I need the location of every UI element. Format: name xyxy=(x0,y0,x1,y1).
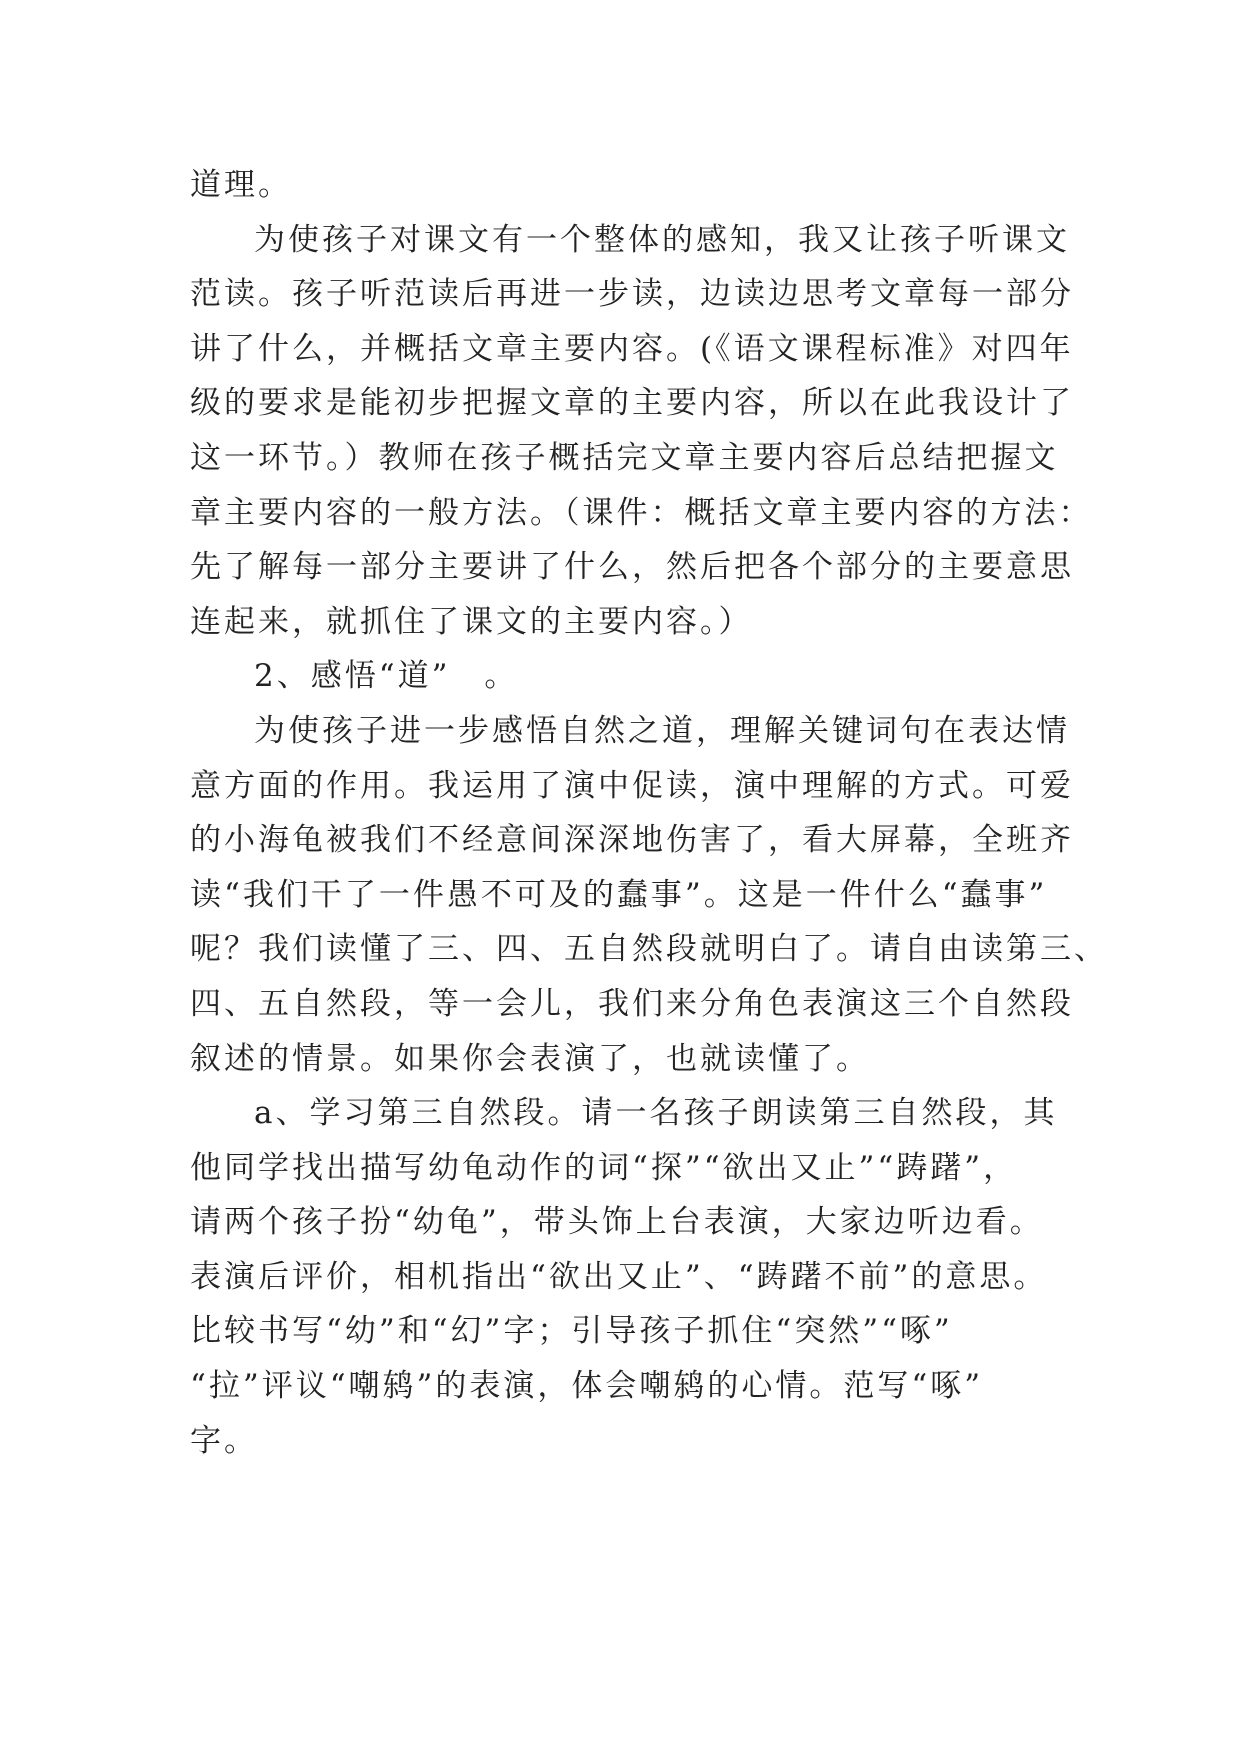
text-line: 章主要内容的一般方法。（课件：概括文章主要内容的方法： xyxy=(190,494,1093,531)
text-line: 他同学找出描写幼龟动作的词“探”“欲出又止”“踌躇”， xyxy=(190,1149,1018,1186)
text-line: 四、五自然段，等一会儿，我们来分角色表演这三个自然段 xyxy=(190,985,1074,1022)
text-line: 先了解每一部分主要讲了什么，然后把各个部分的主要意思 xyxy=(190,549,1074,586)
text-line: “拉”评议“嘲鸫”的表演，体会嘲鸫的心情。范写“啄” xyxy=(190,1368,984,1405)
text-line: 范读。孩子听范读后再进一步读，边读边思考文章每一部分 xyxy=(190,276,1074,313)
text-line: 叙述的情景。如果你会表演了，也就读懂了。 xyxy=(190,1040,870,1077)
section-heading: 2、感悟“道” 。 xyxy=(254,658,519,695)
text-line: 意方面的作用。我运用了演中促读，演中理解的方式。可爱 xyxy=(190,767,1074,804)
text-line: 呢？我们读懂了三、四、五自然段就明白了。请自由读第三、 xyxy=(190,931,1108,968)
text-line: 读“我们干了一件愚不可及的蠢事”。这是一件什么“蠢事” xyxy=(190,876,1048,913)
text-line: 道理。 xyxy=(190,167,292,203)
text-line: 这一环节。）教师在孩子概括完文章主要内容后总结把握文 xyxy=(190,439,1059,476)
document-body xyxy=(190,158,1108,1468)
text-line: 讲了什么，并概括文章主要内容。(《语文课程标准》对四年 xyxy=(190,330,1074,367)
text-line: 比较书写“幼”和“幻”字；引导孩子抓住“突然”“啄” xyxy=(190,1313,953,1350)
paragraph-start-line: 为使孩子对课文有一个整体的感知，我又让孩子听课文 xyxy=(254,221,1070,258)
text-line: 的小海龟被我们不经意间深深地伤害了，看大屏幕，全班齐 xyxy=(190,822,1074,859)
paragraph-start-line: a、学习第三自然段。请一名孩子朗读第三自然段，其 xyxy=(254,1095,1058,1132)
text-line: 级的要求是能初步把握文章的主要内容，所以在此我设计了 xyxy=(190,385,1074,422)
text-line: 表演后评价，相机指出“欲出又止”、“踌躇不前”的意思。 xyxy=(190,1258,1048,1295)
text-line: 请两个孩子扮“幼龟”，带头饰上台表演，大家边听边看。 xyxy=(190,1204,1044,1241)
text-line: 字。 xyxy=(190,1422,258,1459)
text-line: 连起来，就抓住了课文的主要内容。） xyxy=(190,603,753,640)
paragraph-start-line: 为使孩子进一步感悟自然之道，理解关键词句在表达情 xyxy=(254,712,1070,749)
